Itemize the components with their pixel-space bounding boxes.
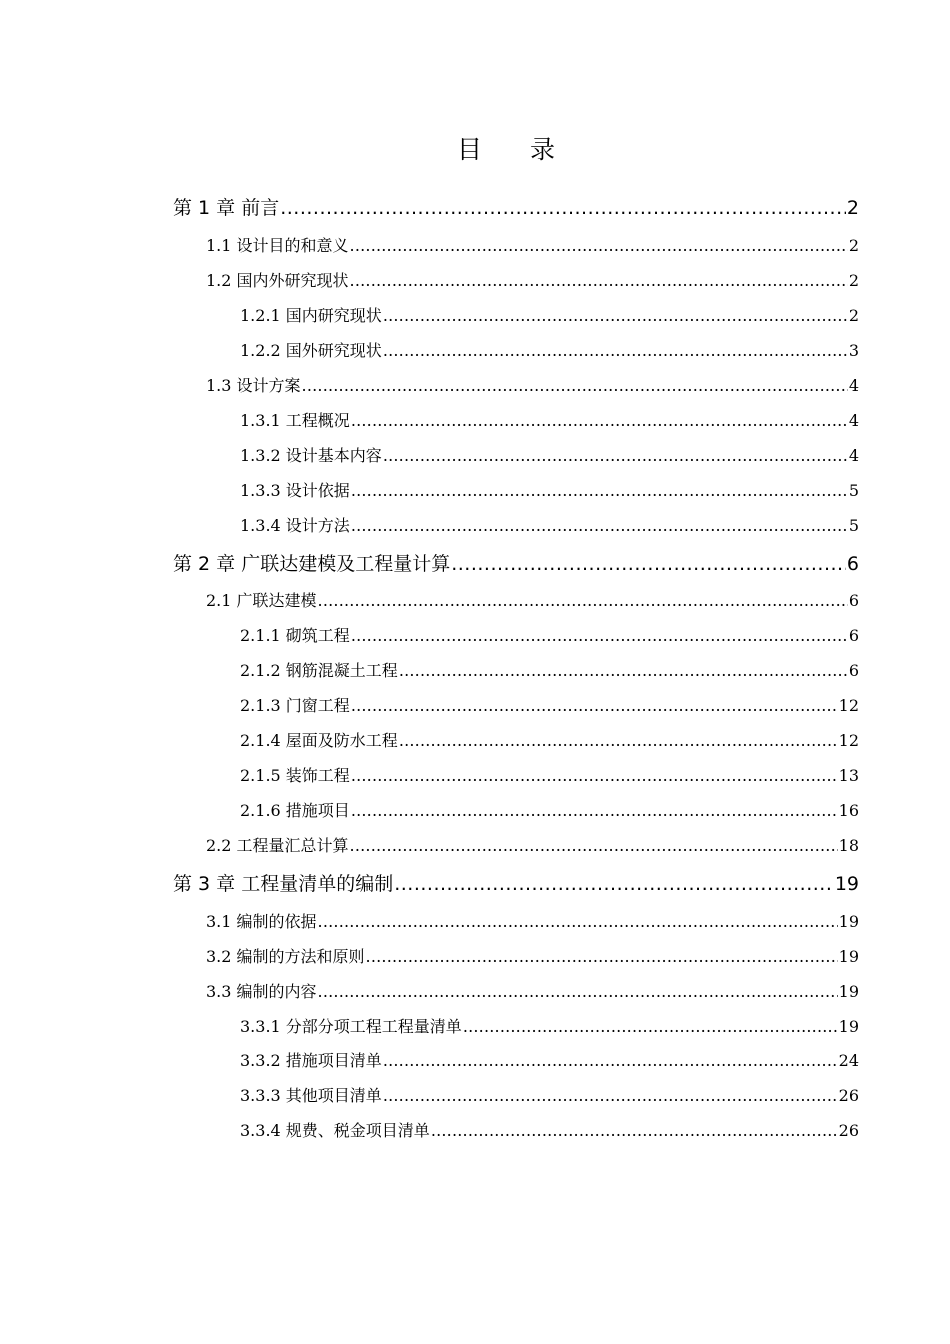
toc-entry-label: 3.3.2 措施项目清单 bbox=[240, 1051, 382, 1070]
dot-leader bbox=[351, 797, 838, 825]
toc-entry-2-1-5[interactable] bbox=[240, 762, 859, 790]
dot-leader bbox=[280, 192, 846, 224]
toc-entry-page: 26 bbox=[838, 1086, 859, 1105]
toc-entry-label: 1.2.2 国外研究现状 bbox=[240, 341, 382, 360]
toc-entry-1-1[interactable] bbox=[206, 232, 859, 260]
dot-leader bbox=[351, 692, 838, 720]
toc-entry-1-3-2[interactable] bbox=[240, 442, 859, 470]
toc-entry-2-2[interactable] bbox=[206, 832, 859, 860]
toc-entry-page: 6 bbox=[846, 553, 859, 575]
toc-entry-page: 2 bbox=[846, 197, 859, 219]
toc-entry-label: 3.3.4 规费、税金项目清单 bbox=[240, 1121, 430, 1140]
toc-entry-page: 12 bbox=[838, 696, 859, 715]
toc-entry-label: 1.3.2 设计基本内容 bbox=[240, 446, 382, 465]
toc-entry-label: 1.1 设计目的和意义 bbox=[206, 236, 349, 255]
toc-entry-3-2[interactable] bbox=[206, 943, 859, 971]
dot-leader bbox=[383, 442, 848, 470]
toc-entry-1-3-1[interactable] bbox=[240, 407, 859, 435]
toc-entry-3-3-4[interactable] bbox=[240, 1117, 859, 1145]
dot-leader bbox=[383, 1082, 838, 1110]
toc-entry-page: 19 bbox=[838, 982, 859, 1001]
dot-leader bbox=[383, 1047, 838, 1075]
dot-leader bbox=[318, 978, 838, 1006]
dot-leader bbox=[351, 512, 848, 540]
toc-entry-label: 3.2 编制的方法和原则 bbox=[206, 947, 365, 966]
toc-entry-2-1[interactable] bbox=[206, 587, 859, 615]
toc-entry-2-1-6[interactable] bbox=[240, 797, 859, 825]
toc-entry-label: 3.1 编制的依据 bbox=[206, 912, 317, 931]
dot-leader bbox=[383, 337, 848, 365]
toc-entry-label: 1.2.1 国内研究现状 bbox=[240, 306, 382, 325]
toc-entry-label: 2.1 广联达建模 bbox=[206, 591, 317, 610]
toc-entry-page: 6 bbox=[848, 661, 859, 680]
toc-entry-label: 1.3.3 设计依据 bbox=[240, 481, 350, 500]
toc-entry-1-3-3[interactable] bbox=[240, 477, 859, 505]
toc-entry-3-1[interactable] bbox=[206, 908, 859, 936]
toc-entry-chapter-1[interactable] bbox=[173, 192, 859, 224]
toc-entry-page: 4 bbox=[848, 376, 859, 395]
toc-entry-page: 19 bbox=[838, 947, 859, 966]
toc-entry-page: 18 bbox=[838, 836, 859, 855]
toc-entry-1-3[interactable] bbox=[206, 372, 859, 400]
dot-leader bbox=[399, 727, 838, 755]
toc-entry-label: 2.1.6 措施项目 bbox=[240, 801, 350, 820]
dot-leader bbox=[302, 372, 848, 400]
toc-entry-2-1-3[interactable] bbox=[240, 692, 859, 720]
toc-entry-label: 第 2 章 广联达建模及工程量计算 bbox=[173, 553, 451, 575]
toc-entry-page: 12 bbox=[838, 731, 859, 750]
toc-entry-1-2-1[interactable] bbox=[240, 302, 859, 330]
toc-entry-page: 2 bbox=[848, 271, 859, 290]
toc-entry-page: 2 bbox=[848, 236, 859, 255]
dot-leader bbox=[451, 548, 846, 580]
toc-entry-page: 3 bbox=[848, 341, 859, 360]
dot-leader bbox=[351, 622, 848, 650]
toc-entry-page: 16 bbox=[838, 801, 859, 820]
toc-entry-2-1-1[interactable] bbox=[240, 622, 859, 650]
toc-entry-page: 26 bbox=[838, 1121, 859, 1140]
dot-leader bbox=[351, 407, 848, 435]
toc-entry-page: 24 bbox=[838, 1051, 859, 1070]
toc-entry-page: 13 bbox=[838, 766, 859, 785]
dot-leader bbox=[383, 302, 848, 330]
toc-entry-page: 6 bbox=[848, 626, 859, 645]
toc-entry-page: 19 bbox=[838, 1017, 859, 1036]
toc-entry-label: 2.1.5 装饰工程 bbox=[240, 766, 350, 785]
toc-title: 目 录 bbox=[457, 135, 575, 164]
toc-entry-label: 1.3 设计方案 bbox=[206, 376, 301, 395]
dot-leader bbox=[463, 1013, 838, 1041]
dot-leader bbox=[399, 657, 848, 685]
toc-entry-3-3-2[interactable] bbox=[240, 1047, 859, 1075]
toc-entry-page: 5 bbox=[848, 516, 859, 535]
dot-leader bbox=[350, 832, 838, 860]
dot-leader bbox=[318, 587, 848, 615]
toc-entry-1-2-2[interactable] bbox=[240, 337, 859, 365]
toc-entry-label: 3.3.1 分部分项工程工程量清单 bbox=[240, 1017, 462, 1036]
dot-leader bbox=[351, 477, 848, 505]
dot-leader bbox=[350, 267, 848, 295]
toc-entry-page: 5 bbox=[848, 481, 859, 500]
toc-entry-3-3[interactable] bbox=[206, 978, 859, 1006]
dot-leader bbox=[351, 762, 838, 790]
toc-entry-label: 2.2 工程量汇总计算 bbox=[206, 836, 349, 855]
toc-entry-2-1-2[interactable] bbox=[240, 657, 859, 685]
toc-entry-page: 19 bbox=[838, 912, 859, 931]
toc-entry-label: 1.3.4 设计方法 bbox=[240, 516, 350, 535]
toc-entry-page: 4 bbox=[848, 411, 859, 430]
dot-leader bbox=[394, 868, 834, 900]
toc-entry-label: 1.2 国内外研究现状 bbox=[206, 271, 349, 290]
toc-entry-label: 3.3 编制的内容 bbox=[206, 982, 317, 1001]
toc-entry-label: 2.1.2 钢筋混凝土工程 bbox=[240, 661, 398, 680]
toc-entry-chapter-3[interactable] bbox=[173, 868, 859, 900]
dot-leader bbox=[318, 908, 838, 936]
toc-entry-label: 第 3 章 工程量清单的编制 bbox=[173, 873, 394, 895]
dot-leader bbox=[431, 1117, 838, 1145]
dot-leader bbox=[366, 943, 838, 971]
toc-entry-label: 2.1.3 门窗工程 bbox=[240, 696, 350, 715]
toc-entry-label: 1.3.1 工程概况 bbox=[240, 411, 350, 430]
toc-entry-2-1-4[interactable] bbox=[240, 727, 859, 755]
toc-entry-label: 2.1.4 屋面及防水工程 bbox=[240, 731, 398, 750]
toc-entry-page: 6 bbox=[848, 591, 859, 610]
toc-entry-page: 4 bbox=[848, 446, 859, 465]
toc-entry-label: 2.1.1 砌筑工程 bbox=[240, 626, 350, 645]
dot-leader bbox=[350, 232, 848, 260]
toc-entry-1-2[interactable] bbox=[206, 267, 859, 295]
toc-entry-page: 19 bbox=[834, 873, 859, 895]
toc-entry-label: 3.3.3 其他项目清单 bbox=[240, 1086, 382, 1105]
toc-entry-label: 第 1 章 前言 bbox=[173, 197, 280, 219]
toc-entry-3-3-1[interactable] bbox=[240, 1013, 859, 1041]
toc-entry-3-3-3[interactable] bbox=[240, 1082, 859, 1110]
toc-entry-page: 2 bbox=[848, 306, 859, 325]
toc-entry-chapter-2[interactable] bbox=[173, 548, 859, 580]
toc-entry-1-3-4[interactable] bbox=[240, 512, 859, 540]
